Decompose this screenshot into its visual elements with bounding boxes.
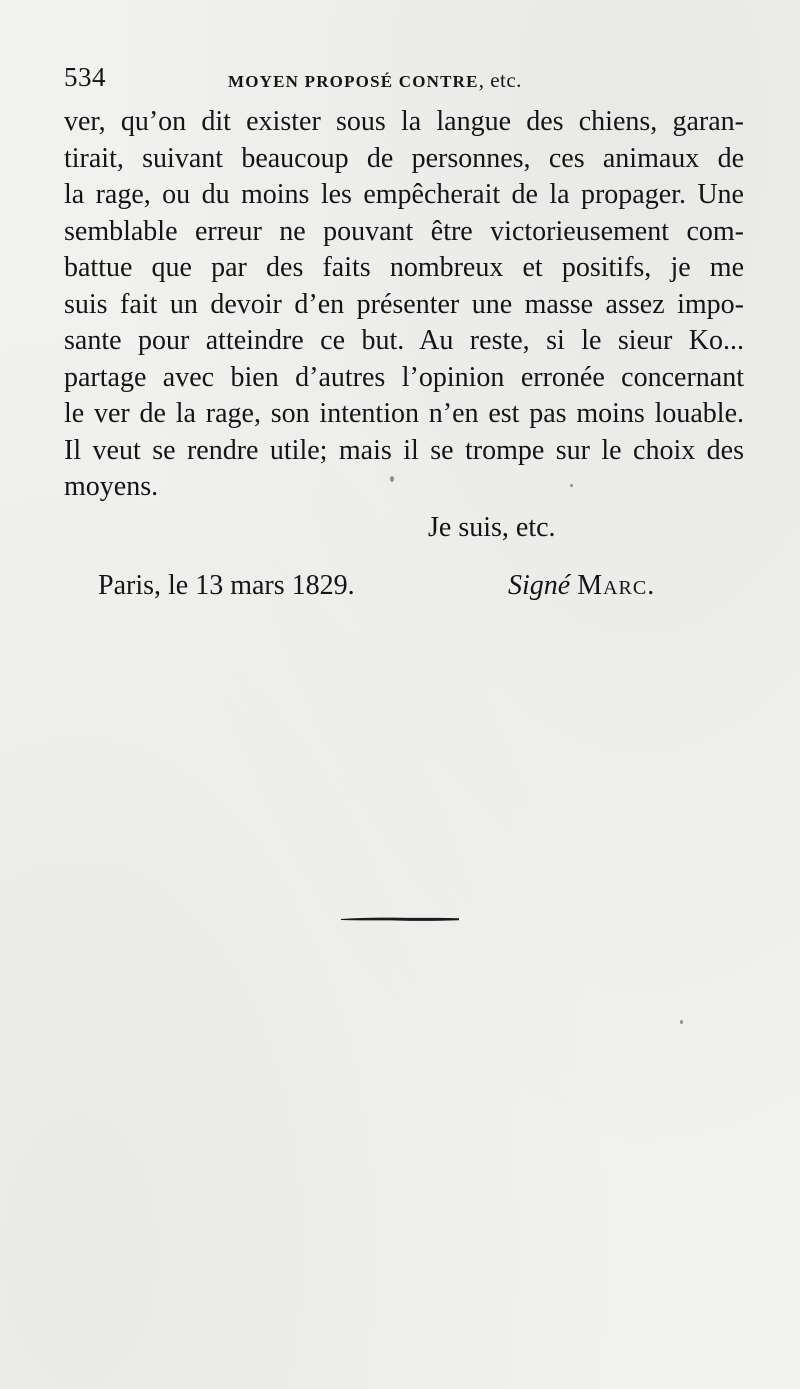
text-line: semblable erreur ne pouvant être victorieusement com-: [64, 215, 744, 247]
text-line: tirait, suivant beaucoup de personnes, ces animaux de: [64, 142, 744, 174]
running-head: [64, 62, 584, 102]
text-line: la rage, ou du moins les empêcherait de la propager. Une: [64, 179, 744, 210]
text-line: partage avec bien d’autres l’opinion erronée concernant: [64, 361, 744, 393]
running-title: [228, 68, 522, 93]
text-line: battue que par des faits nombreux et positifs, je me: [64, 252, 744, 283]
ink-speck: [390, 476, 394, 482]
text-line: ver, qu’on dit exister sous la langue des chiens, garan-: [64, 106, 744, 137]
ink-speck: [680, 1020, 683, 1024]
page-number: 534: [64, 62, 106, 92]
text-line: Il veut se rendre utile; mais il se trompe sur le choix des: [64, 434, 744, 466]
end-rule: [340, 915, 460, 923]
text-line: suis fait un devoir d’en présenter une masse assez impo-: [64, 288, 744, 320]
running-title-text: MOYEN PROPOSÉ CONTRE: [228, 72, 479, 91]
signature: [508, 570, 655, 602]
closing-formula: Je suis, etc.: [428, 512, 556, 543]
text-line: moyens.: [64, 471, 159, 502]
running-title-suffix: , etc.: [478, 68, 522, 92]
text-line: sante pour atteindre ce but. Au reste, si le sieur Ko...: [64, 325, 744, 356]
dateline: Paris, le 13 mars 1829.: [98, 570, 355, 601]
signature-name: Marc.: [577, 570, 656, 601]
body-paragraph: [64, 104, 744, 506]
ink-speck: [570, 484, 573, 487]
text-line: le ver de la rage, son intention n’en est pas moins louable.: [64, 398, 744, 429]
signature-signe: Signé: [508, 570, 571, 601]
